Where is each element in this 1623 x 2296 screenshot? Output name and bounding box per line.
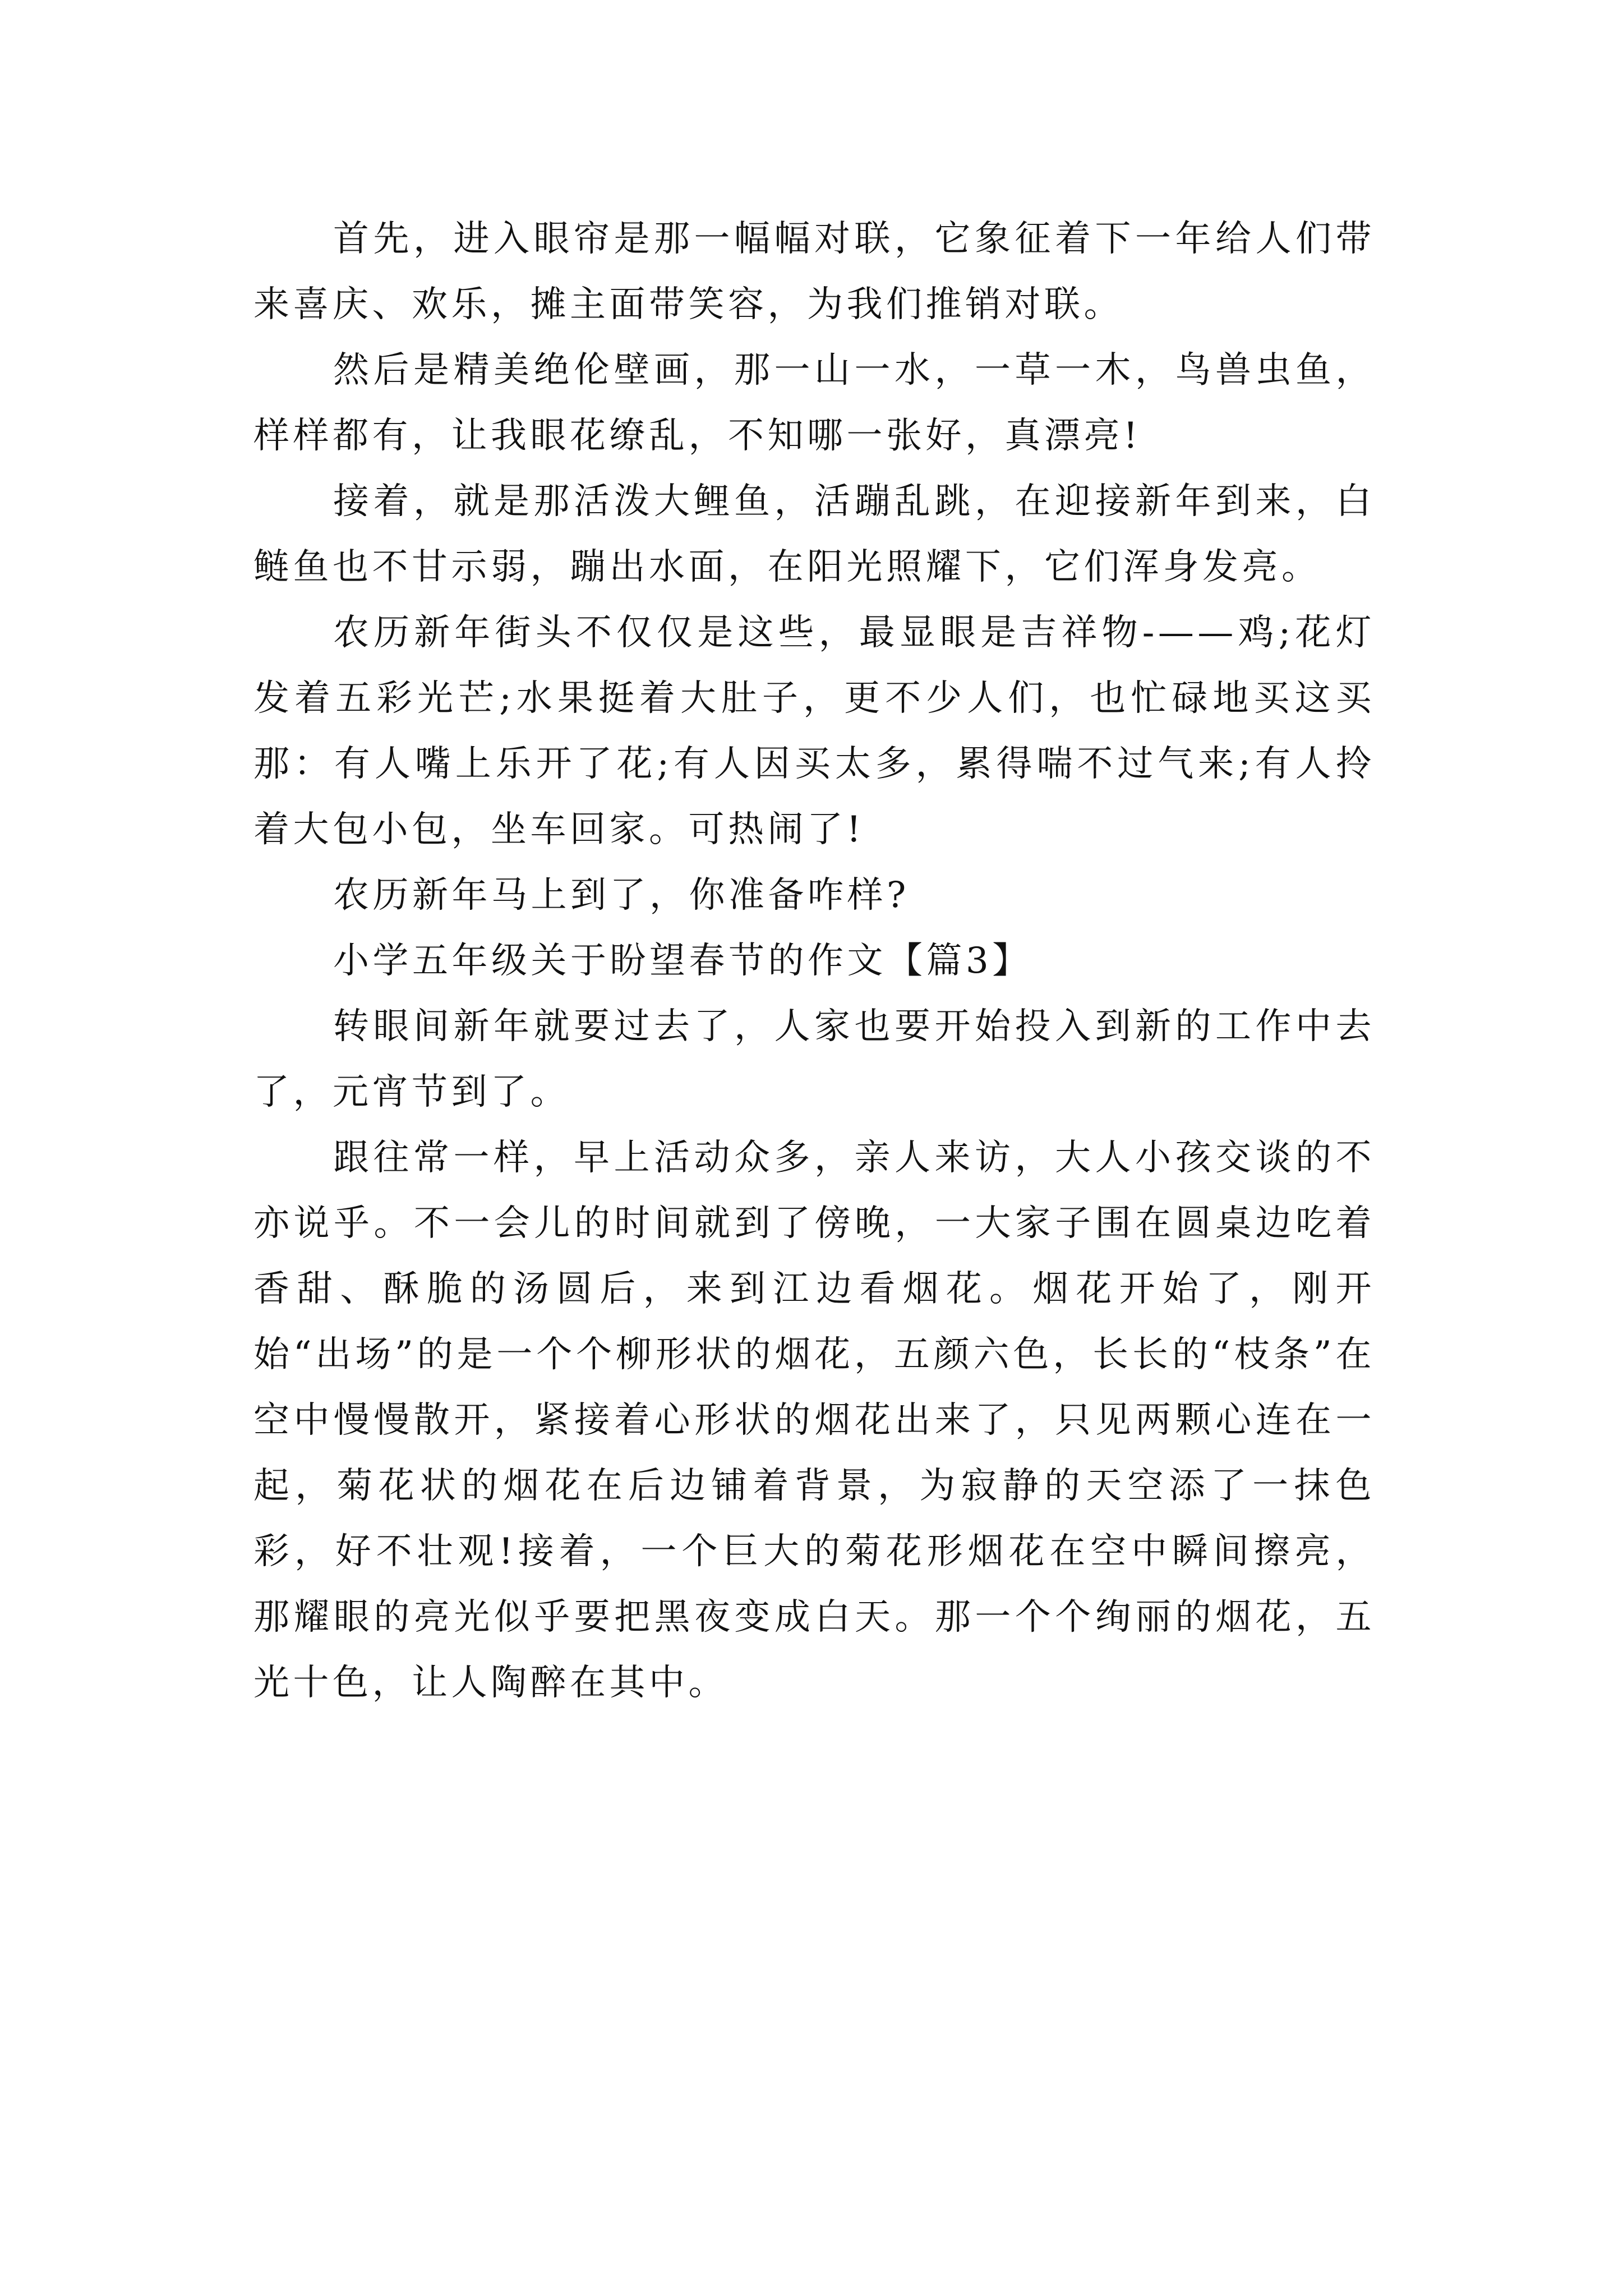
essay-body [253,206,1375,1716]
paragraph-carp: 接着，就是那活泼大鲤鱼，活蹦乱跳，在迎接新年到来，白鲢鱼也不甘示弱，蹦出水面，在阳光照耀下，它们浑身发亮。 [253,481,1375,588]
paragraph-couplets: 首先，进入眼帘是那一幅幅对联，它象征着下一年给人们带来喜庆、欢乐，摊主面带笑容，为我们推销对联。 [253,218,1375,325]
paragraph-question: 农历新年马上到了，你准备咋样? [333,875,910,916]
section-heading: 小学五年级关于盼望春节的作文【篇3】 [333,940,1032,982]
paragraph-murals: 然后是精美绝伦壁画，那一山一水，一草一木，鸟兽虫鱼，样样都有，让我眼花缭乱，不知哪一张好，真漂亮! [253,349,1375,457]
paragraph-fireworks: 跟往常一样，早上活动众多，亲人来访，大人小孩交谈的不亦说乎。不一会儿的时间就到了傍晚，一大家子围在圆桌边吃着香甜、酥脆的汤圆后，来到江边看烟花。烟花开始了，刚开始“出场”的是一个个柳形状的烟花，五颜六色，长长的“枝条”在空中慢慢散开，紧接着心形状的烟花出来了，只见两颗心连在一起，菊花状的烟花在后边铺着背景，为寂静的天空添了一抹色彩，好不壮观!接着，一个巨大的菊花形烟花在空中瞬间擦亮，那耀眼的亮光似乎要把黑夜变成白天。那一个个绚丽的烟花，五光十色，让人陶醉在其中。 [253,1137,1375,1704]
paragraph-street: 农历新年街头不仅仅是这些，最显眼是吉祥物-——鸡;花灯发着五彩光芒;水果挺着大肚子，更不少人们，也忙碌地买这买那：有人嘴上乐开了花;有人因买太多，累得喘不过气来;有人拎着大包小包，坐车回家。可热闹了! [253,612,1375,850]
paragraph-lantern-festival: 转眼间新年就要过去了，人家也要开始投入到新的工作中去了，元宵节到了。 [253,1006,1375,1113]
